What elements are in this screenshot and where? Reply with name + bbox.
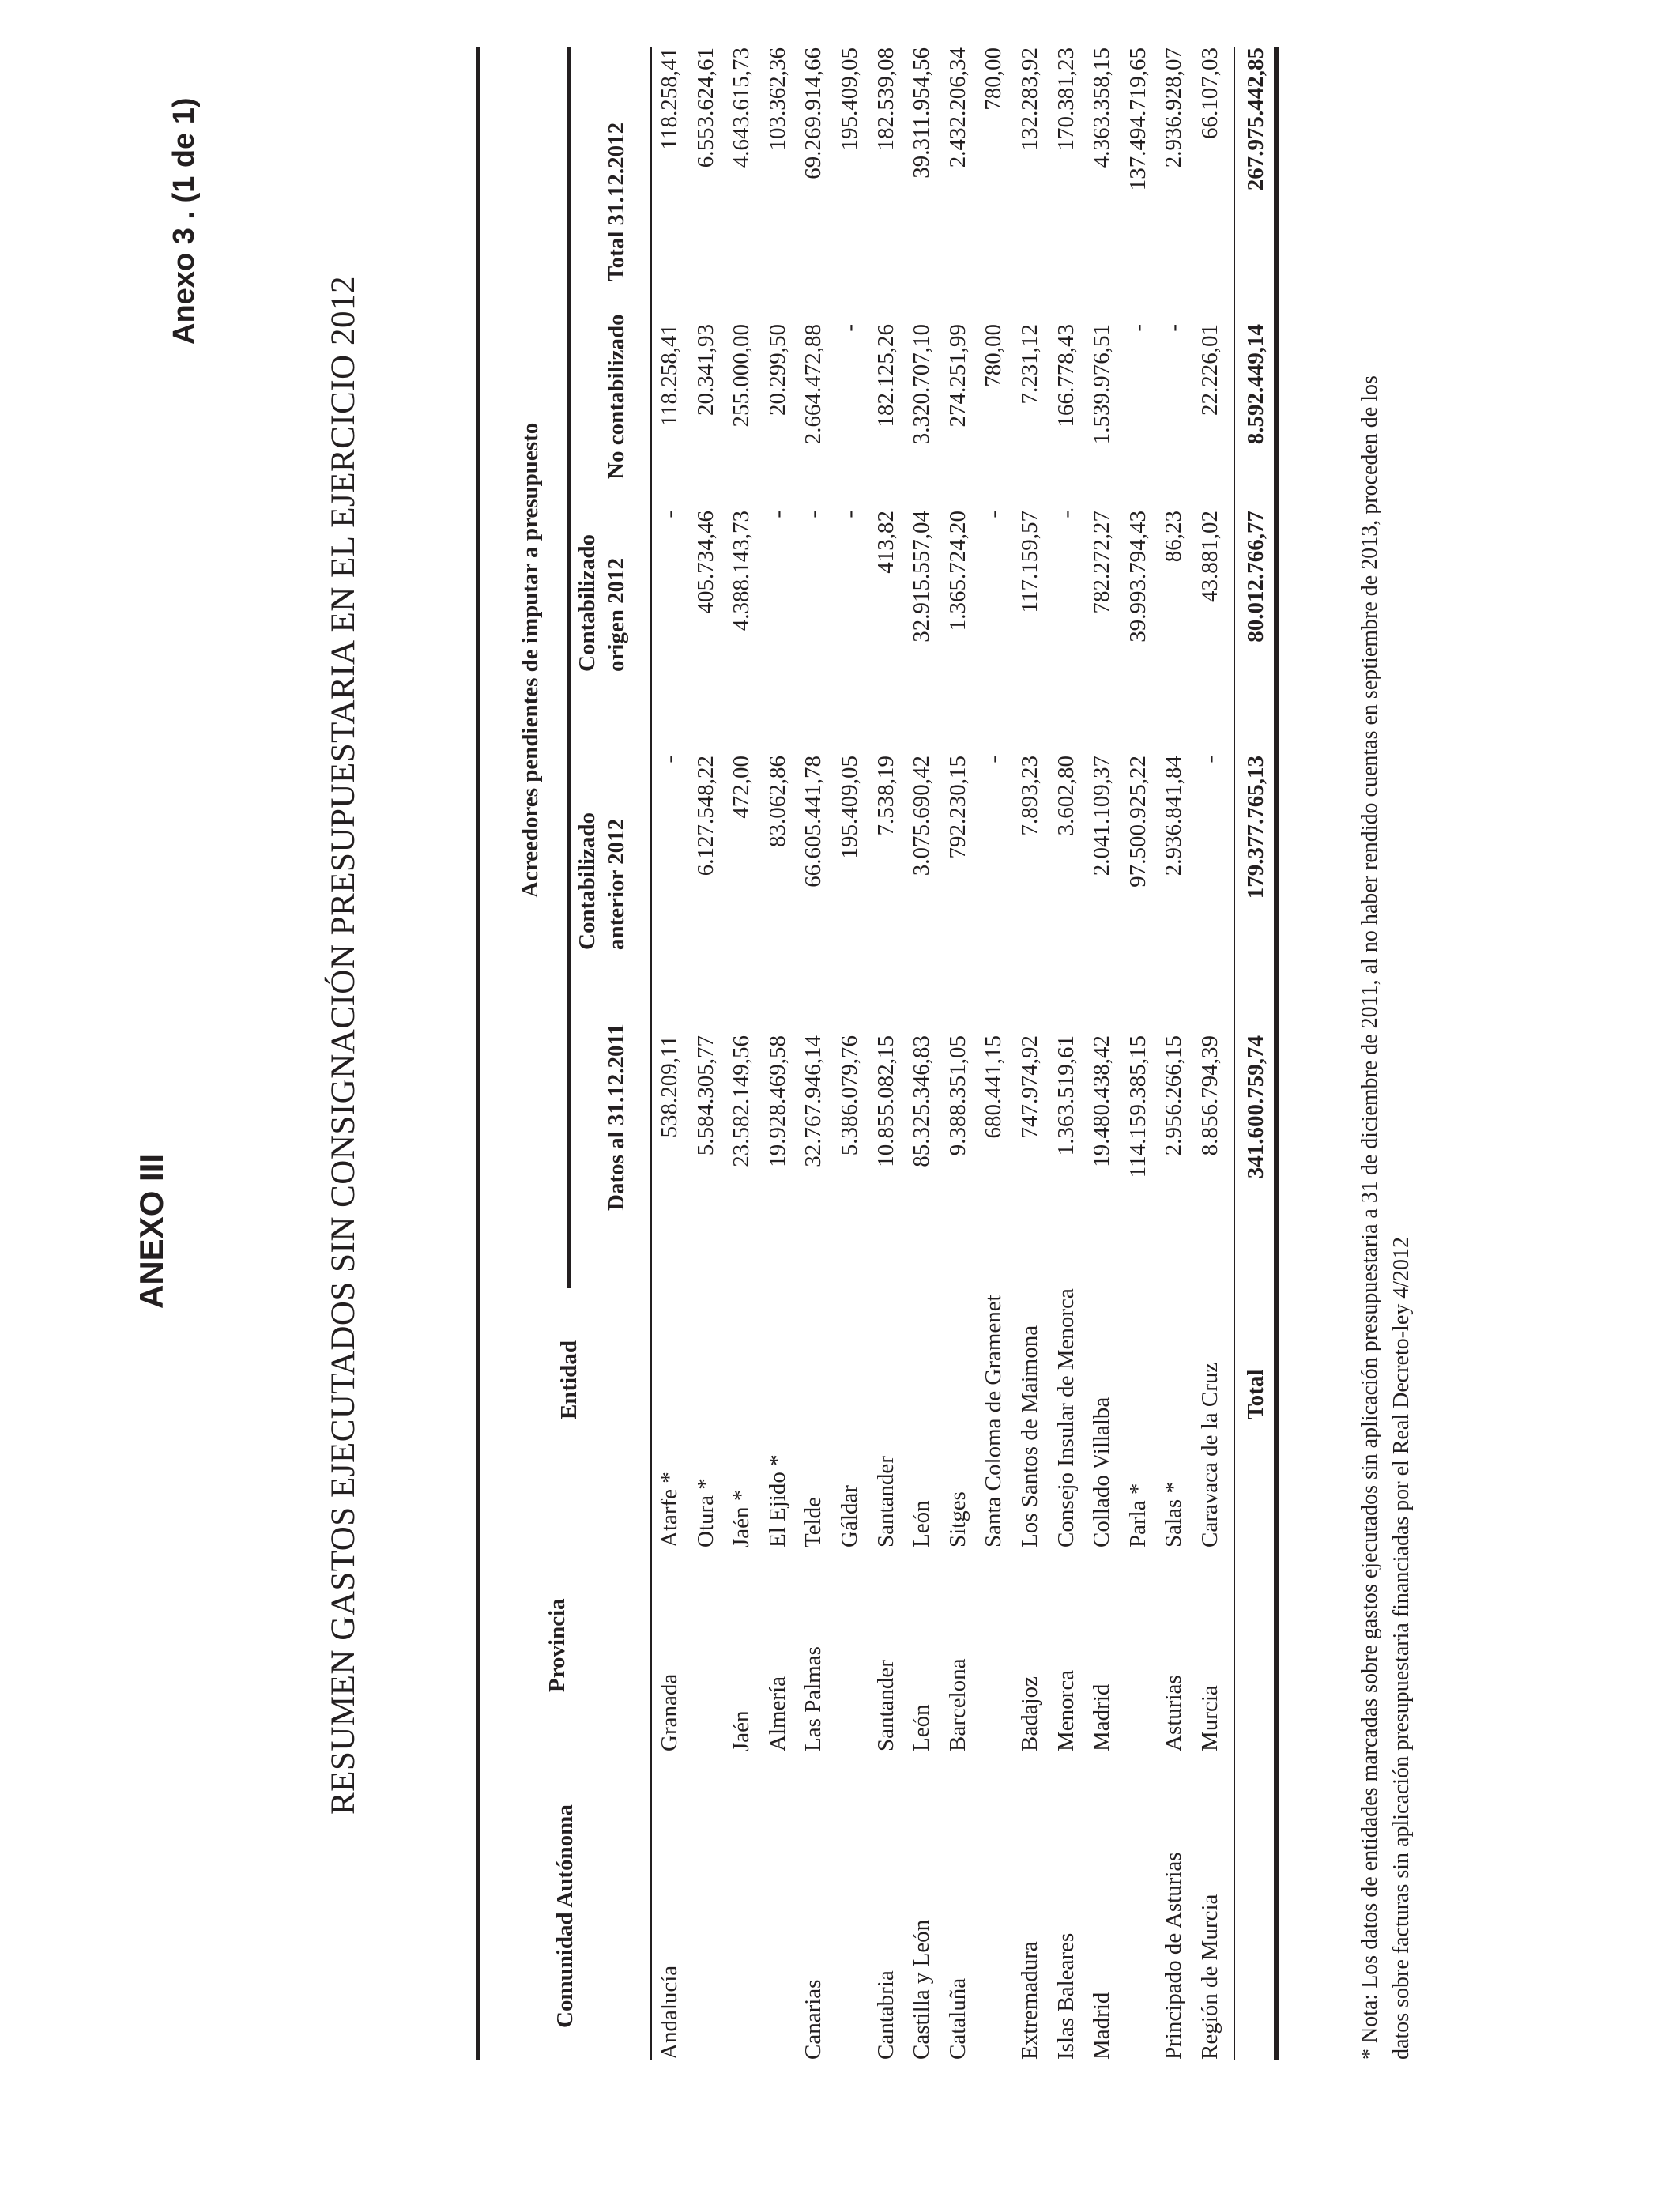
cell-total-2012: 66.107,03 <box>1197 47 1222 139</box>
cell-comunidad: Región de Murcia <box>1197 1894 1222 2060</box>
cell-cont-origen: 43.881,02 <box>1197 511 1222 602</box>
table-top-rule <box>476 47 480 2060</box>
cell-comunidad: Castilla y León <box>909 1919 935 2060</box>
cell-comunidad: Cantabria <box>872 1970 898 2060</box>
cell-no-contabilizado: 20.341,93 <box>692 324 718 416</box>
cell-total-2012: 4.643.615,73 <box>729 47 755 168</box>
cell-no-contabilizado: 2.664.472,88 <box>800 324 827 445</box>
cell-no-contabilizado: 7.231,12 <box>1017 324 1042 405</box>
cell-entidad: Salas * <box>1161 1482 1187 1547</box>
cell-entidad: Consejo Insular de Menorca <box>1053 1288 1079 1547</box>
cell-cont-origen: 39.993.794,43 <box>1124 511 1151 643</box>
cell-cont-origen: - <box>981 511 1007 518</box>
total-cont-anterior: 179.377.765,13 <box>1243 756 1268 899</box>
cell-cont-origen: 86,23 <box>1161 511 1187 563</box>
cell-no-contabilizado: 20.299,50 <box>764 324 790 416</box>
cell-entidad: Telde <box>800 1497 827 1547</box>
header-cont-origen-line2: origen 2012 <box>604 557 629 672</box>
cell-no-contabilizado: - <box>1124 324 1151 332</box>
cell-entidad: Santa Coloma de Gramenet <box>981 1295 1007 1547</box>
cell-no-contabilizado: - <box>837 324 862 332</box>
total-datos-2011: 341.600.759,74 <box>1243 1035 1268 1179</box>
cell-cont-anterior: 97.500.925,22 <box>1124 756 1151 888</box>
cell-cont-anterior: 83.062,86 <box>764 756 790 847</box>
cell-datos-2011: 19.480.438,42 <box>1089 1035 1115 1167</box>
cell-comunidad: Principado de Asturias <box>1161 1852 1187 2060</box>
cell-provincia: Las Palmas <box>800 1646 827 1751</box>
cell-no-contabilizado: 255.000,00 <box>729 324 755 428</box>
cell-cont-origen: - <box>657 511 682 518</box>
cell-cont-anterior: 195.409,05 <box>837 756 862 859</box>
cell-cont-origen: 32.915.557,04 <box>909 511 935 643</box>
cell-entidad: Collado Villalba <box>1089 1397 1115 1547</box>
cell-cont-anterior: 66.605.441,78 <box>800 756 827 888</box>
cell-cont-origen: 117.159,57 <box>1017 511 1042 613</box>
cell-provincia: Murcia <box>1197 1685 1222 1751</box>
cell-cont-anterior: 7.538,19 <box>872 756 898 836</box>
cell-comunidad: Madrid <box>1089 1992 1115 2060</box>
cell-cont-origen: - <box>764 511 790 518</box>
header-acreedores-group: Acreedores pendientes de imputar a presupuesto <box>518 422 543 898</box>
header-provincia: Provincia <box>544 1598 570 1692</box>
cell-datos-2011: 32.767.946,14 <box>800 1035 827 1167</box>
cell-cont-anterior: 6.127.548,22 <box>692 756 718 876</box>
cell-cont-anterior: 2.936.841,84 <box>1161 756 1187 876</box>
cell-cont-origen: - <box>837 511 862 518</box>
cell-comunidad: Extremadura <box>1017 1941 1042 2060</box>
cell-provincia: León <box>909 1704 935 1751</box>
cell-no-contabilizado: 780,00 <box>981 324 1007 387</box>
cell-total-2012: 170.381,23 <box>1053 47 1079 151</box>
cell-total-2012: 2.432.206,34 <box>944 47 970 168</box>
cell-cont-anterior: 792.230,15 <box>944 756 970 859</box>
footnote <box>1354 115 1418 2060</box>
cell-total-2012: 132.283,92 <box>1017 47 1042 151</box>
cell-provincia: Almería <box>764 1676 790 1751</box>
cell-no-contabilizado: 22.226,01 <box>1197 324 1222 416</box>
cell-comunidad: Cataluña <box>944 1977 970 2060</box>
cell-total-2012: 6.553.624,61 <box>692 47 718 168</box>
cell-cont-origen: 4.388.143,73 <box>729 511 755 631</box>
cell-no-contabilizado: 166.778,43 <box>1053 324 1079 428</box>
cell-total-2012: 137.494.719,65 <box>1124 47 1151 191</box>
cell-no-contabilizado: - <box>1161 324 1187 332</box>
cell-total-2012: 2.936.928,07 <box>1161 47 1187 168</box>
cell-entidad: Gáldar <box>837 1485 862 1547</box>
header-cont-anterior-line2: anterior 2012 <box>604 818 629 950</box>
cell-datos-2011: 10.855.082,15 <box>872 1035 898 1167</box>
cell-cont-anterior: 3.602,80 <box>1053 756 1079 836</box>
cell-datos-2011: 9.388.351,05 <box>944 1035 970 1156</box>
cell-datos-2011: 1.363.519,61 <box>1053 1035 1079 1156</box>
header-cont-origen-line1: Contabilizado <box>574 533 600 672</box>
group-header-rule <box>567 47 571 1288</box>
cell-datos-2011: 747.974,92 <box>1017 1035 1042 1139</box>
cell-datos-2011: 8.856.794,39 <box>1197 1035 1222 1156</box>
cell-entidad: Santander <box>872 1456 898 1547</box>
footnote-line-2: datos sobre facturas sin aplicación presupuestaria financiadas por el Real Decreto-ley 4/2012 <box>1389 1236 1414 2060</box>
cell-entidad: Caravaca de la Cruz <box>1197 1362 1222 1547</box>
cell-total-2012: 182.539,08 <box>872 47 898 151</box>
header-bottom-rule <box>650 47 652 2060</box>
cell-cont-anterior: 3.075.690,42 <box>909 756 935 876</box>
cell-cont-origen: 1.365.724,20 <box>944 511 970 631</box>
cell-provincia: Santander <box>872 1660 898 1751</box>
cell-entidad: Jaén * <box>729 1489 755 1547</box>
cell-provincia: Badajoz <box>1017 1676 1042 1751</box>
cell-comunidad: Canarias <box>800 1979 827 2060</box>
cell-cont-origen: - <box>800 511 827 518</box>
cell-comunidad: Andalucía <box>657 1965 682 2060</box>
header-datos-2011: Datos al 31.12.2011 <box>604 1023 629 1211</box>
annex-label: ANEXO III <box>133 1153 170 1309</box>
cell-datos-2011: 19.928.469,58 <box>764 1035 790 1167</box>
cell-provincia: Asturias <box>1161 1675 1187 1751</box>
cell-no-contabilizado: 118.258,41 <box>657 324 682 427</box>
cell-entidad: El Ejido * <box>764 1454 790 1547</box>
cell-datos-2011: 114.159.385,15 <box>1124 1035 1151 1178</box>
cell-provincia: Granada <box>657 1673 682 1751</box>
cell-total-2012: 39.311.954,56 <box>909 47 935 179</box>
cell-no-contabilizado: 274.251,99 <box>944 324 970 428</box>
cell-no-contabilizado: 1.539.976,51 <box>1089 324 1115 445</box>
footnote-line-1: * Nota: Los datos de entidades marcadas sobre gastos ejecutados sin aplicación presupuestaria a 31 de diciembre de 2011, al no haber rendido cuentas en septiembre de 2013, proceden de los <box>1358 375 1382 2060</box>
cell-entidad: León <box>909 1500 935 1547</box>
cell-provincia: Menorca <box>1053 1669 1079 1751</box>
cell-total-2012: 103.362,36 <box>764 47 790 151</box>
cell-entidad: Otura * <box>692 1478 718 1547</box>
cell-total-2012: 195.409,05 <box>837 47 862 151</box>
header-entidad: Entidad <box>556 1340 582 1419</box>
total-total-2012: 267.975.442,85 <box>1243 47 1268 191</box>
cell-total-2012: 4.363.358,15 <box>1089 47 1115 168</box>
header-total-2012: Total 31.12.2012 <box>604 122 629 281</box>
cell-entidad: Sitges <box>944 1491 970 1547</box>
cell-total-2012: 780,00 <box>981 47 1007 111</box>
cell-cont-anterior: - <box>657 756 682 763</box>
cell-datos-2011: 5.584.305,77 <box>692 1035 718 1156</box>
cell-comunidad: Islas Baleares <box>1053 1932 1079 2060</box>
cell-cont-origen: 405.734,46 <box>692 511 718 614</box>
document-title: RESUMEN GASTOS EJECUTADOS SIN CONSIGNACIÓN PRESUPUESTARIA EN EL EJERCICIO 2012 <box>325 276 362 1815</box>
total-bottom-rule <box>1274 47 1279 2060</box>
cell-datos-2011: 5.386.079,76 <box>837 1035 862 1156</box>
header-no-contabilizado: No contabilizado <box>604 314 629 479</box>
total-cont-origen: 80.012.766,77 <box>1243 511 1268 643</box>
cell-total-2012: 69.269.914,66 <box>800 47 827 179</box>
cell-no-contabilizado: 3.320.707,10 <box>909 324 935 445</box>
header-cont-anterior-line1: Contabilizado <box>574 812 600 950</box>
cell-provincia: Jaén <box>729 1710 755 1751</box>
cell-no-contabilizado: 182.125,26 <box>872 324 898 428</box>
header-comunidad: Comunidad Autónoma <box>552 1804 578 2028</box>
cell-cont-anterior: 7.893,23 <box>1017 756 1042 836</box>
cell-datos-2011: 23.582.149,56 <box>729 1035 755 1167</box>
cell-datos-2011: 85.325.346,83 <box>909 1035 935 1167</box>
cell-datos-2011: 538.209,11 <box>657 1035 682 1138</box>
cell-entidad: Parla * <box>1124 1483 1151 1547</box>
cell-datos-2011: 680.441,15 <box>981 1035 1007 1139</box>
cell-datos-2011: 2.956.266,15 <box>1161 1035 1187 1156</box>
cell-provincia: Madrid <box>1089 1683 1115 1751</box>
cell-cont-origen: 782.272,27 <box>1089 511 1115 614</box>
cell-total-2012: 118.258,41 <box>657 47 682 150</box>
cell-entidad: Atarfe * <box>657 1472 682 1547</box>
cell-entidad: Los Santos de Maimona <box>1017 1325 1042 1547</box>
cell-cont-anterior: 2.041.109,37 <box>1089 756 1115 876</box>
cell-cont-anterior: - <box>1197 756 1222 763</box>
cell-provincia: Barcelona <box>944 1658 970 1751</box>
cell-cont-origen: - <box>1053 511 1079 518</box>
total-label: Total <box>1243 1369 1268 1419</box>
cell-cont-origen: 413,82 <box>872 511 898 574</box>
total-no-contabilizado: 8.592.449,14 <box>1243 324 1268 445</box>
cell-cont-anterior: 472,00 <box>729 756 755 819</box>
annex-reference: Anexo 3 . (1 de 1) <box>168 97 201 345</box>
total-top-rule <box>1234 47 1235 2060</box>
cell-cont-anterior: - <box>981 756 1007 763</box>
